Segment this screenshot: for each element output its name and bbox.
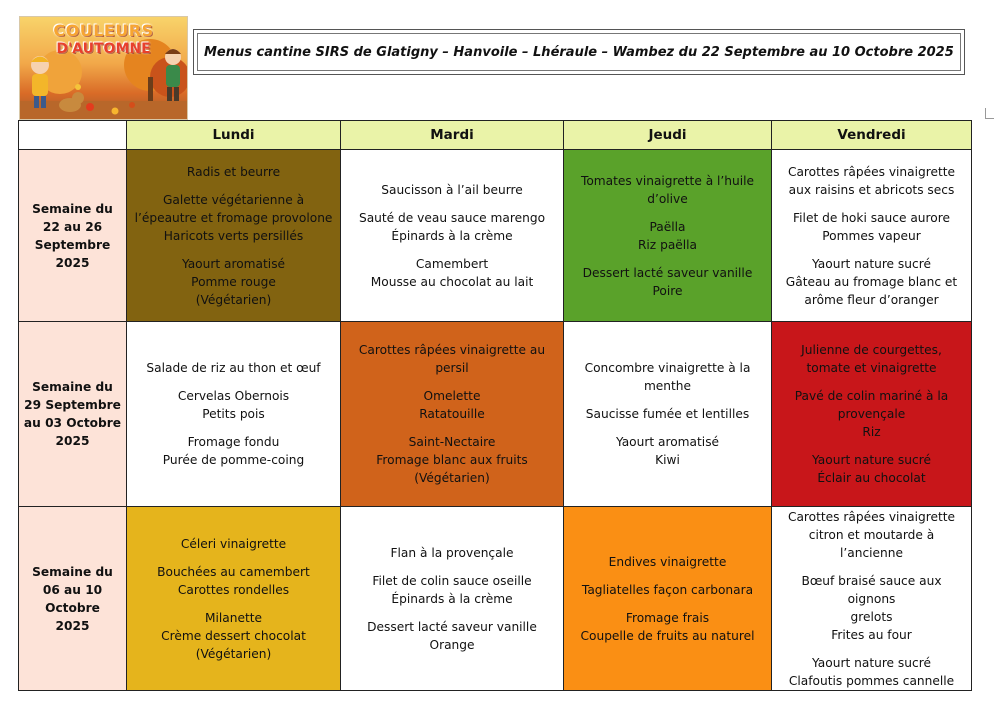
course-group	[568, 359, 767, 395]
day-header-vendredi: Vendredi	[772, 121, 972, 150]
course-group	[776, 341, 967, 377]
dish-line: Coupelle de fruits au naturel	[580, 628, 755, 643]
week-label-line: Semaine du	[32, 564, 113, 579]
week-label-line: Semaine du	[32, 201, 113, 216]
week-row-1	[19, 150, 972, 322]
dish-line: l’épeautre et fromage provolone	[134, 210, 333, 225]
dish-line: d’olive	[647, 191, 688, 206]
course-group	[345, 341, 559, 377]
course-group	[345, 181, 559, 199]
course-group	[568, 553, 767, 571]
dish-line: Poire	[652, 283, 683, 298]
week-label-line: 22 au 26	[42, 219, 103, 234]
week-label-line: 29 Septembre	[24, 398, 121, 412]
week-label-cell	[19, 150, 127, 322]
dish-line: Pavé de colin mariné à la	[794, 389, 949, 403]
course-group	[776, 255, 967, 309]
course-group	[568, 172, 767, 208]
menu-cell-mardi	[341, 322, 564, 507]
dish-line: Tomates vinaigrette à l’huile	[580, 173, 755, 188]
dish-line: Pomme rouge	[191, 274, 276, 289]
course-group	[568, 405, 767, 423]
course-group	[131, 535, 336, 553]
dish-line: Céleri vinaigrette	[180, 536, 287, 551]
course-group	[776, 572, 967, 644]
week-label-line: Septembre	[34, 237, 111, 252]
dish-line: grelots	[850, 609, 893, 624]
dish-line: menthe	[643, 379, 692, 393]
course-group	[131, 163, 336, 181]
course-group	[776, 163, 967, 199]
dish-line: Concombre vinaigrette à la	[584, 361, 751, 375]
page-title: Menus cantine SIRS de Glatigny – Hanvoile – Lhéraule – Wambez du 22 Septembre au 10 Octobre 2025	[204, 44, 954, 60]
menu-table	[18, 120, 972, 691]
course-group	[568, 433, 767, 469]
dish-line: Purée de pomme-coing	[162, 453, 305, 467]
day-header-jeudi: Jeudi	[564, 121, 772, 150]
dish-line: Haricots verts persillés	[163, 228, 304, 243]
dish-line: Yaourt nature sucré	[812, 256, 931, 271]
dish-line: provençale	[837, 407, 906, 421]
dish-line: Tagliatelles façon carbonara	[581, 582, 754, 597]
menu-cell-vendredi	[772, 507, 972, 691]
course-group	[345, 433, 559, 487]
course-group	[568, 609, 767, 645]
menu-cell-mardi	[341, 150, 564, 322]
menu-cell-vendredi	[772, 322, 972, 507]
dish-line: Petits pois	[202, 407, 265, 421]
dish-line: Ratatouille	[419, 407, 485, 421]
header-corner-cell	[19, 121, 127, 150]
week-label-line: au 03 Octobre	[23, 416, 122, 430]
dish-line: arôme fleur d’oranger	[804, 292, 939, 307]
menu-cell-jeudi	[564, 507, 772, 691]
dish-line: Radis et beurre	[186, 164, 281, 179]
course-group	[131, 563, 336, 599]
dish-line: Filet de colin sauce oseille	[372, 573, 532, 588]
course-group	[131, 191, 336, 245]
dish-line: Yaourt aromatisé	[615, 435, 720, 449]
week-label-line: 2025	[55, 255, 90, 270]
dish-line: Salade de riz au thon et œuf	[146, 361, 321, 375]
menu-cell-jeudi	[564, 150, 772, 322]
dish-line: citron et moutarde à l’ancienne	[808, 527, 935, 560]
dish-line: Camembert	[415, 256, 489, 271]
dish-line: Julienne de courgettes,	[801, 343, 942, 357]
course-group	[345, 618, 559, 654]
dish-line: Galette végétarienne à	[162, 192, 305, 207]
day-header-mardi: Mardi	[341, 121, 564, 150]
course-group	[776, 387, 967, 441]
dish-line: Pommes vapeur	[822, 228, 921, 243]
course-group	[776, 451, 967, 487]
course-group	[131, 433, 336, 469]
day-header-lundi: Lundi	[127, 121, 341, 150]
dish-line: Yaourt aromatisé	[181, 256, 286, 271]
margin-corner-mark	[985, 108, 994, 119]
course-group	[568, 581, 767, 599]
dish-line: Crème dessert chocolat	[161, 628, 306, 643]
week-label-line: 2025	[55, 618, 90, 633]
dish-line: Gâteau au fromage blanc et	[785, 274, 958, 289]
dish-line: Flan à la provençale	[390, 545, 514, 560]
dish-line: Carottes râpées vinaigrette	[787, 164, 956, 179]
dish-line: aux raisins et abricots secs	[788, 182, 955, 197]
dish-line: Carottes râpées vinaigrette au	[358, 343, 546, 357]
course-group	[345, 572, 559, 608]
course-group	[131, 387, 336, 423]
dish-line: Épinards à la crème	[391, 228, 513, 243]
dish-line: persil	[435, 361, 469, 375]
dish-line: Épinards à la crème	[391, 591, 513, 606]
dish-line: Fromage blanc aux fruits	[376, 453, 528, 467]
logo-title-line1: COULEURS	[53, 21, 154, 40]
dish-line: Saucisson à l’ail beurre	[381, 182, 523, 197]
dish-line: Clafoutis pommes cannelle	[788, 673, 955, 688]
course-group	[345, 255, 559, 291]
week-label-line: Semaine du	[32, 380, 113, 394]
dish-line: tomate et vinaigrette	[806, 361, 937, 375]
dish-line: Paëlla	[649, 219, 686, 234]
dish-line: (Végétarien)	[414, 471, 490, 485]
logo-title-line2: D'AUTOMNE	[56, 41, 151, 57]
menu-cell-jeudi	[564, 322, 772, 507]
course-group	[345, 387, 559, 423]
autumn-logo	[19, 16, 188, 120]
dish-line: (Végétarien)	[195, 292, 272, 307]
dish-line: Milanette	[204, 610, 263, 625]
dish-line: Fromage fondu	[187, 435, 280, 449]
week-row-3	[19, 507, 972, 691]
course-group	[131, 609, 336, 663]
dish-line: Bouchées au camembert	[157, 564, 310, 579]
week-label-line: 2025	[55, 434, 90, 448]
dish-line: Éclair au chocolat	[817, 471, 926, 485]
dish-line: Frites au four	[831, 627, 912, 642]
week-label-cell	[19, 507, 127, 691]
course-group	[776, 654, 967, 690]
menu-cell-mardi	[341, 507, 564, 691]
dish-line: Saint-Nectaire	[408, 435, 496, 449]
dish-line: Carottes râpées vinaigrette	[787, 509, 956, 524]
dish-line: Orange	[429, 637, 475, 652]
dish-line: Filet de hoki sauce aurore	[793, 210, 950, 225]
course-group	[568, 218, 767, 254]
course-group	[131, 359, 336, 377]
week-label-cell	[19, 322, 127, 507]
menu-cell-lundi	[127, 150, 341, 322]
title-frame	[193, 29, 965, 75]
dish-line: Riz paëlla	[637, 237, 698, 252]
week-label-line: 06 au 10	[42, 582, 103, 597]
dish-line: Yaourt nature sucré	[812, 453, 931, 467]
week-label-line: Octobre	[45, 600, 100, 615]
menu-cell-lundi	[127, 507, 341, 691]
dish-line: Fromage frais	[625, 610, 710, 625]
dish-line: Yaourt nature sucré	[812, 655, 931, 670]
course-group	[776, 508, 967, 562]
dish-line: Riz	[862, 425, 881, 439]
course-group	[568, 264, 767, 300]
dish-line: Kiwi	[655, 453, 680, 467]
course-group	[345, 544, 559, 562]
day-header-row	[19, 121, 972, 150]
dish-line: Dessert lacté saveur vanille	[367, 619, 537, 634]
week-row-2	[19, 322, 972, 507]
dish-line: Sauté de veau sauce marengo	[358, 210, 546, 225]
dish-line: Endives vinaigrette	[608, 554, 727, 569]
menu-cell-vendredi	[772, 150, 972, 322]
dish-line: Omelette	[423, 389, 481, 403]
title-inner-frame	[197, 33, 961, 71]
dish-line: Dessert lacté saveur vanille	[582, 265, 753, 280]
course-group	[345, 209, 559, 245]
dish-line: Saucisse fumée et lentilles	[585, 407, 750, 421]
dish-line: Carottes rondelles	[177, 582, 290, 597]
dish-line: (Végétarien)	[195, 646, 272, 661]
menu-cell-lundi	[127, 322, 341, 507]
dish-line: Cervelas Obernois	[177, 389, 290, 403]
dish-line: Bœuf braisé sauce aux oignons	[801, 573, 942, 606]
course-group	[131, 255, 336, 309]
dish-line: Mousse au chocolat au lait	[370, 274, 534, 289]
course-group	[776, 209, 967, 245]
